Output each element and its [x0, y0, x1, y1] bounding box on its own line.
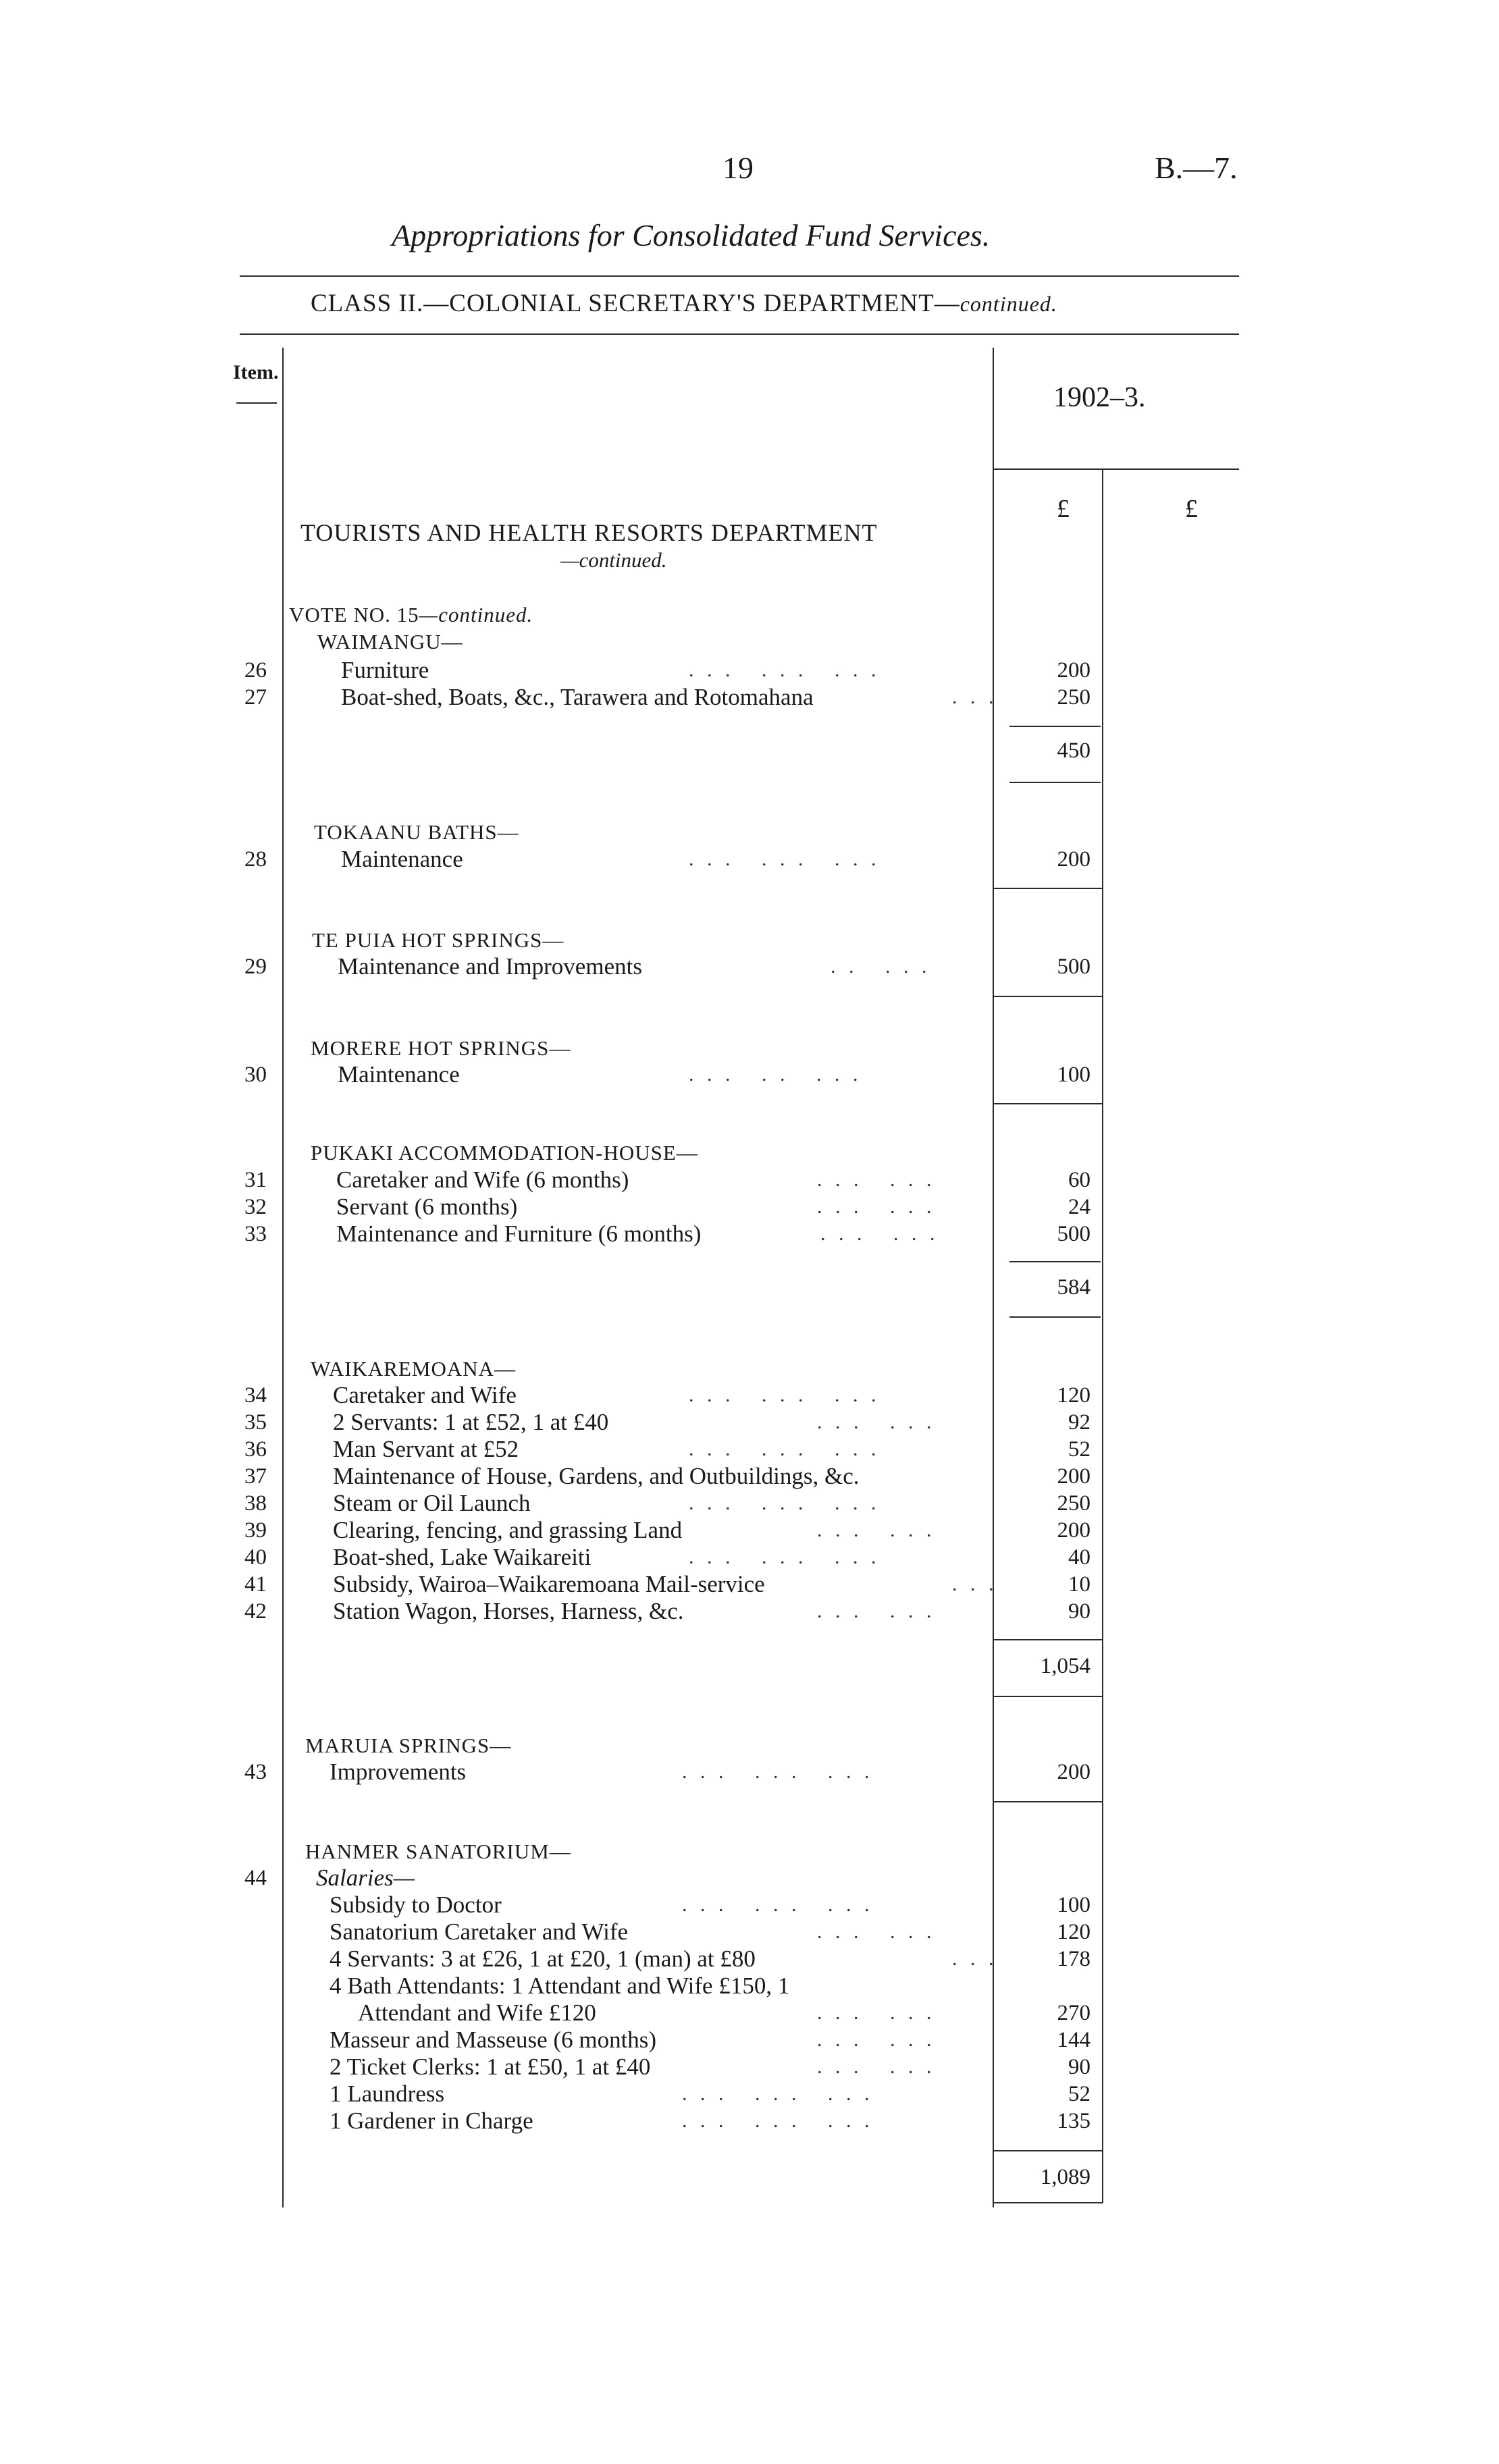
leader-dots: . . . . . . — [817, 2056, 936, 2078]
amount-column-left-rule — [993, 348, 994, 2207]
leader-dots: . . . — [952, 1573, 998, 1595]
section-waimangu: WAIMANGU— — [317, 630, 463, 653]
leader-dots: . . . . . . . . . — [682, 1761, 874, 1783]
item-number: 27 — [244, 685, 267, 709]
section-pukaki: PUKAKI ACCOMMODATION-HOUSE— — [311, 1141, 698, 1164]
page-title: Appropriations for Consolidated Fund Services. — [392, 218, 991, 252]
hanmer-line-amount: 100 — [1057, 1893, 1090, 1917]
subtotal-rule — [1009, 726, 1101, 727]
item-description: Maintenance and Furniture (6 months) — [336, 1221, 702, 1247]
vote-continued: —continued. — [419, 603, 533, 626]
item-number: 29 — [244, 955, 267, 979]
leader-dots: . . . . . . . . — [689, 1063, 862, 1086]
class-heading-main: CLASS II.—COLONIAL SECRETARY'S DEPARTMENT— — [311, 290, 960, 317]
item-column-header: Item. — [233, 361, 279, 383]
class-heading — [311, 289, 1057, 318]
item-description: Maintenance — [341, 846, 463, 872]
leader-dots: . . . . . . . . . — [689, 1438, 880, 1460]
year-underline — [993, 468, 1239, 470]
section-te-puia: TE PUIA HOT SPRINGS— — [312, 928, 564, 952]
subtotal-rule — [993, 1696, 1102, 1697]
hanmer-line-amount: 135 — [1057, 2109, 1090, 2133]
hanmer-line: 4 Bath Attendants: 1 Attendant and Wife £150, 1 — [330, 1973, 790, 1999]
item-amount: 200 — [1057, 1760, 1090, 1784]
leader-dots: . . . . . . . . . — [689, 659, 880, 681]
item-amount: 200 — [1057, 847, 1090, 872]
leader-dots: . . . . . . . . . — [689, 1546, 880, 1568]
item-description: Servant (6 months) — [336, 1194, 518, 1220]
item-description: Maintenance of House, Gardens, and Outbuildings, &c. — [333, 1463, 860, 1489]
item-number: 26 — [244, 658, 267, 682]
section-rule — [993, 1103, 1102, 1104]
leader-dots: . . . . . . — [817, 1600, 936, 1622]
vote-label: VOTE NO. 15 — [289, 603, 419, 626]
item-column-rule — [282, 348, 284, 2207]
item-amount: 52 — [1068, 1437, 1090, 1462]
leader-dots: . . . . . . — [817, 2029, 936, 2051]
item-amount: 90 — [1068, 1599, 1090, 1624]
item-amount: 200 — [1057, 658, 1090, 682]
leader-dots: . . . . . . — [817, 1196, 936, 1218]
section-rule — [993, 1801, 1102, 1802]
item-number: 37 — [244, 1464, 267, 1489]
hanmer-salaries-subtitle: Salaries— — [316, 1865, 415, 1891]
item-number: 43 — [244, 1760, 267, 1784]
hanmer-line-amount: 90 — [1068, 2055, 1090, 2079]
pound-sign-col1: £ — [1057, 495, 1070, 523]
item-amount: 500 — [1057, 955, 1090, 979]
item-number: 32 — [244, 1195, 267, 1219]
hanmer-line-amount: 52 — [1068, 2082, 1090, 2106]
leader-dots: . . . . . . . . . — [689, 1492, 880, 1514]
item-description: Caretaker and Wife (6 months) — [336, 1167, 629, 1193]
leader-dots: . . . . . . . . . — [682, 2083, 874, 2105]
item-description: Boat-shed, Lake Waikareiti — [333, 1544, 591, 1570]
leader-dots: . . . . . . — [817, 1921, 936, 1943]
document-reference: B.—7. — [1155, 151, 1238, 185]
subtotal-rule — [1009, 782, 1101, 783]
item-number: 28 — [244, 847, 267, 872]
item-number: 35 — [244, 1410, 267, 1435]
item-amount: 60 — [1068, 1168, 1090, 1192]
section-hanmer: HANMER SANATORIUM— — [305, 1840, 571, 1863]
item-amount: 40 — [1068, 1545, 1090, 1570]
hanmer-line: 2 Ticket Clerks: 1 at £50, 1 at £40 — [330, 2054, 651, 2080]
item-amount: 500 — [1057, 1222, 1090, 1246]
item-description: Furniture — [341, 657, 429, 683]
year-column-header: 1902–3. — [1053, 382, 1146, 413]
item-number: 40 — [244, 1545, 267, 1570]
section-total-waikaremoana: 1,054 — [1040, 1654, 1090, 1678]
hanmer-line: 4 Servants: 3 at £26, 1 at £20, 1 (man) at £80 — [330, 1946, 756, 1972]
leader-dots: . . . . . . — [817, 1411, 936, 1433]
department-heading: TOURISTS AND HEALTH RESORTS DEPARTMENT — [300, 519, 878, 546]
item-number: 41 — [244, 1572, 267, 1597]
leader-dots: . . . — [952, 686, 998, 708]
section-total-pukaki: 584 — [1057, 1275, 1090, 1300]
item-description: Boat-shed, Boats, &c., Tarawera and Rotomahana — [341, 684, 814, 710]
section-tokaanu: TOKAANU BATHS— — [314, 820, 519, 844]
subtotal-rule — [993, 1639, 1102, 1640]
hanmer-line-amount: 270 — [1057, 2001, 1090, 2025]
section-rule — [993, 888, 1102, 889]
item-amount: 10 — [1068, 1572, 1090, 1597]
leader-dots: . . . . . . . . . — [682, 2110, 874, 2132]
section-morere: MORERE HOT SPRINGS— — [311, 1036, 571, 1060]
item-number: 39 — [244, 1518, 267, 1543]
subtotal-rule — [1009, 1316, 1101, 1318]
item-amount: 200 — [1057, 1464, 1090, 1489]
item-number: 33 — [244, 1222, 267, 1246]
item-description: Maintenance — [338, 1061, 460, 1088]
item-number: 34 — [244, 1383, 267, 1408]
leader-dots: . . . . . . . . . — [689, 1384, 880, 1406]
hanmer-line: Sanatorium Caretaker and Wife — [330, 1919, 629, 1945]
leader-dots: . . . . . . — [817, 1169, 936, 1191]
leader-dots: . . . — [952, 1948, 998, 1970]
item-amount: 200 — [1057, 1518, 1090, 1543]
section-total-hanmer: 1,089 — [1040, 2165, 1090, 2189]
item-description: Station Wagon, Horses, Harness, &c. — [333, 1598, 684, 1624]
subtotal-rule — [993, 2150, 1102, 2151]
class-heading-suffix: continued. — [959, 292, 1057, 316]
hanmer-line: 1 Laundress — [330, 2081, 445, 2107]
item-amount: 100 — [1057, 1063, 1090, 1087]
subtotal-rule — [1009, 1261, 1101, 1262]
department-continued: —continued. — [560, 548, 667, 572]
item-number: 42 — [244, 1599, 267, 1624]
section-maruia: MARUIA SPRINGS— — [305, 1734, 512, 1757]
section-waikaremoana: WAIKAREMOANA— — [311, 1357, 517, 1381]
item-amount: 120 — [1057, 1383, 1090, 1408]
table-top-rule — [240, 333, 1239, 335]
amount-column-right-rule — [1102, 468, 1103, 2203]
leader-dots: . . . . . . — [817, 2002, 936, 2024]
item-number: 44 — [244, 1866, 267, 1890]
hanmer-line: Attendant and Wife £120 — [358, 2000, 596, 2026]
item-description: 2 Servants: 1 at £52, 1 at £40 — [333, 1409, 609, 1435]
leader-dots: . . . . . — [831, 955, 931, 977]
item-amount: 24 — [1068, 1195, 1090, 1219]
item-description: Steam or Oil Launch — [333, 1490, 531, 1516]
item-amount: 250 — [1057, 685, 1090, 709]
item-description: Maintenance and Improvements — [338, 953, 642, 980]
leader-dots: . . . . . . . . . — [689, 848, 880, 870]
item-number: 30 — [244, 1063, 267, 1087]
hanmer-line-amount: 144 — [1057, 2028, 1090, 2052]
item-header-underline — [236, 402, 277, 404]
section-rule — [993, 996, 1102, 997]
subtotal-rule — [993, 2202, 1102, 2203]
item-number: 38 — [244, 1491, 267, 1516]
item-description: Clearing, fencing, and grassing Land — [333, 1517, 683, 1543]
hanmer-line: Masseur and Masseuse (6 months) — [330, 2027, 657, 2053]
item-amount: 92 — [1068, 1410, 1090, 1435]
item-description: Subsidy, Wairoa–Waikaremoana Mail-service — [333, 1571, 765, 1597]
page-number: 19 — [722, 151, 754, 185]
item-description: Improvements — [330, 1759, 467, 1785]
item-number: 31 — [244, 1168, 267, 1192]
leader-dots: . . . . . . . . . — [682, 1894, 874, 1916]
hanmer-line: 1 Gardener in Charge — [330, 2108, 533, 2134]
hanmer-line-amount: 178 — [1057, 1947, 1090, 1971]
section-total-waimangu: 450 — [1057, 739, 1090, 763]
item-description: Caretaker and Wife — [333, 1382, 517, 1408]
top-rule — [240, 275, 1239, 277]
pound-sign-col2: £ — [1185, 495, 1198, 523]
hanmer-line-amount: 120 — [1057, 1920, 1090, 1944]
leader-dots: . . . . . . — [820, 1223, 939, 1245]
item-amount: 250 — [1057, 1491, 1090, 1516]
hanmer-line: Subsidy to Doctor — [330, 1892, 502, 1918]
item-description: Man Servant at £52 — [333, 1436, 519, 1462]
leader-dots: . . . . . . — [817, 1519, 936, 1541]
item-number: 36 — [244, 1437, 267, 1462]
vote-heading — [289, 603, 533, 627]
